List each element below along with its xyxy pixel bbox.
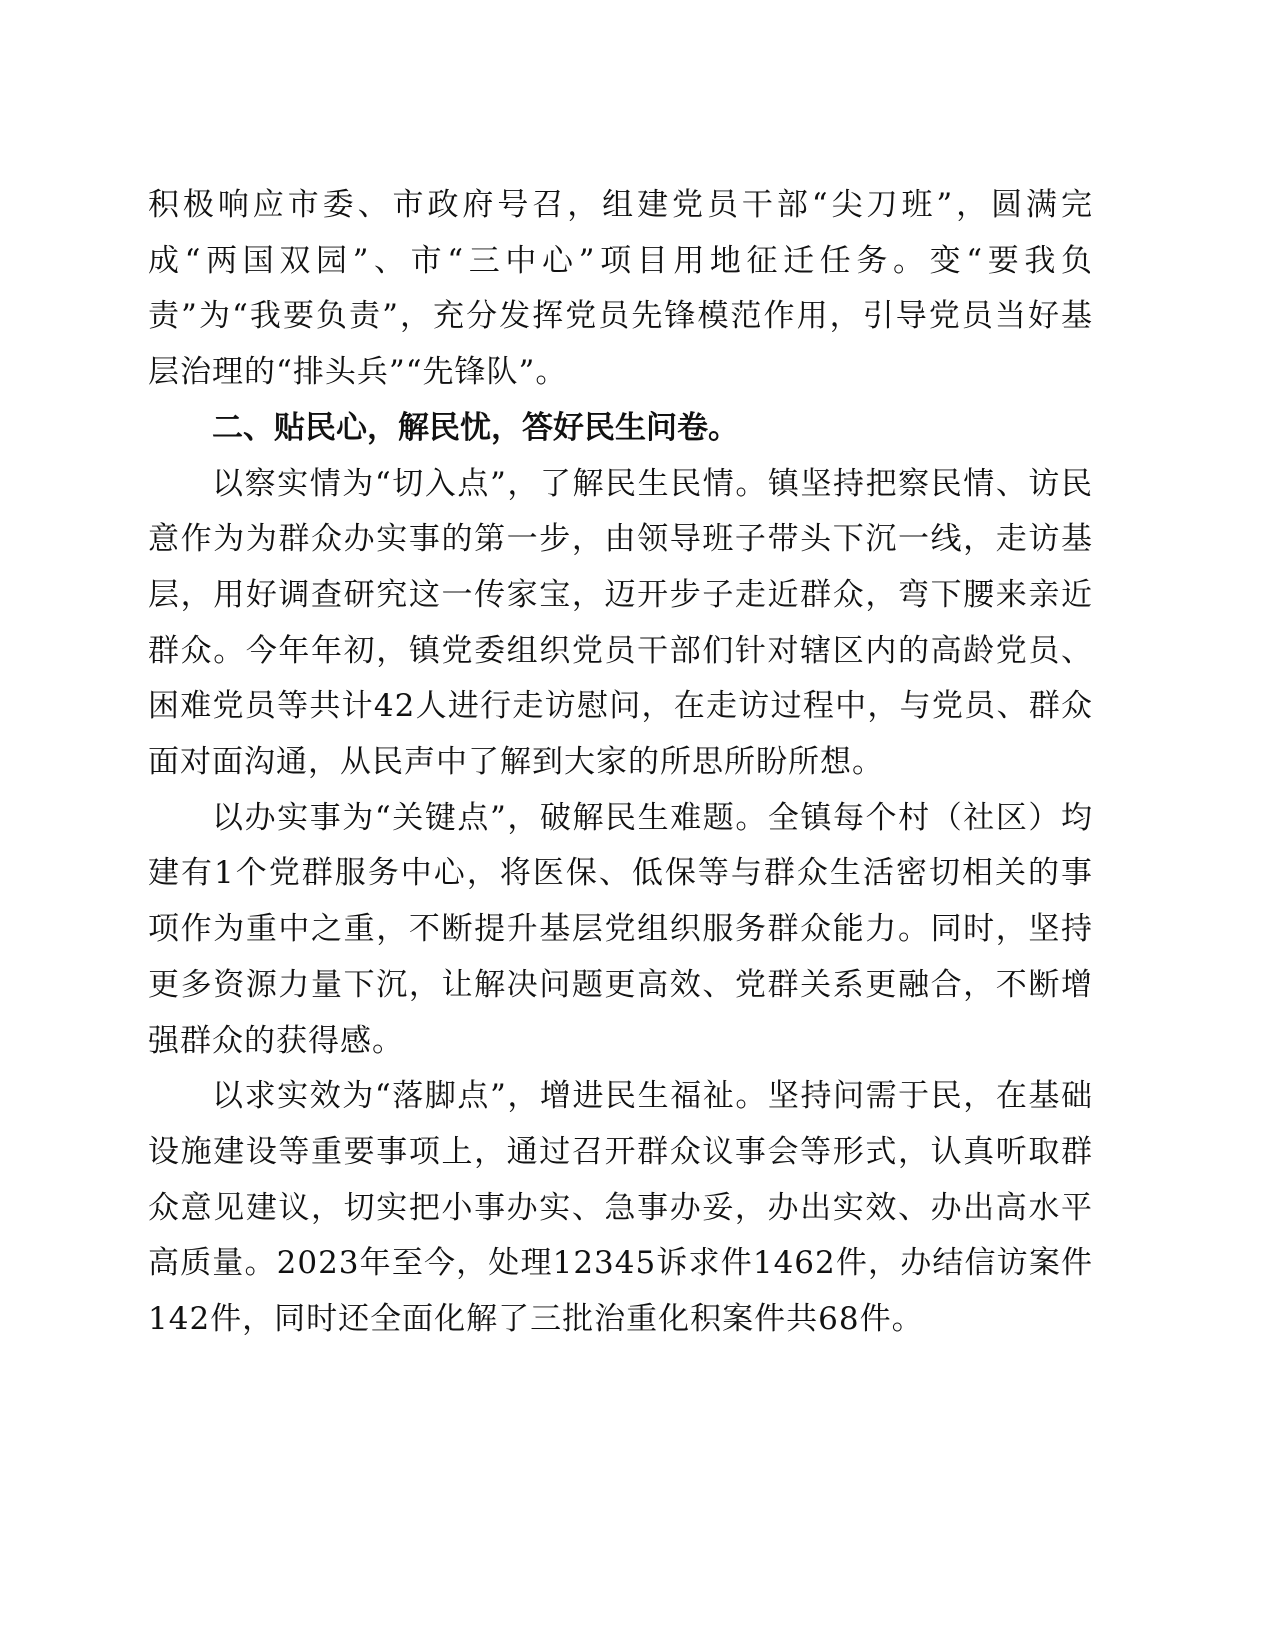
paragraph-continuation: 积极响应市委、市政府号召，组建党员干部“尖刀班”，圆满完成“两国双园”、市“三中心”项目用地征迁任务。变“要我负责”为“我要负责”，充分发挥党员先锋模范作用，引导党员当好基层治理的“排头兵”“先锋队”。 [148,187,1093,391]
section-heading: 二、贴民心，解民忧，答好民生问卷。 [212,409,739,446]
document-body [148,178,1093,1348]
paragraph-solve-problems: 以办实事为“关键点”，破解民生难题。全镇每个村（社区）均建有1个党群服务中心，将医保、低保等与群众生活密切相关的事项作为重中之重，不断提升基层党组织服务群众能力。同时，坚持更多资源力量下沉，让解决问题更高效、党群关系更融合，不断增强群众的获得感。 [148,799,1093,1059]
paragraph-improve-welfare: 以求实效为“落脚点”，增进民生福祉。坚持问需于民，在基础设施建设等重要事项上，通过召开群众议事会等形式，认真听取群众意见建议，切实把小事办实、急事办妥，办出实效、办出高水平高质量。2023年至今，处理12345诉求件1462件，办结信访案件142件，同时还全面化解了三批治重化积案件共68件。 [148,1078,1093,1338]
paragraph-understand-livelihood: 以察实情为“切入点”，了解民生民情。镇坚持把察民情、访民意作为为群众办实事的第一步，由领导班子带头下沉一线，走访基层，用好调查研究这一传家宝，迈开步子走近群众，弯下腰来亲近群众。今年年初，镇党委组织党员干部们针对辖区内的高龄党员、困难党员等共计42人进行走访慰问，在走访过程中，与党员、群众面对面沟通，从民声中了解到大家的所思所盼所想。 [148,465,1093,781]
